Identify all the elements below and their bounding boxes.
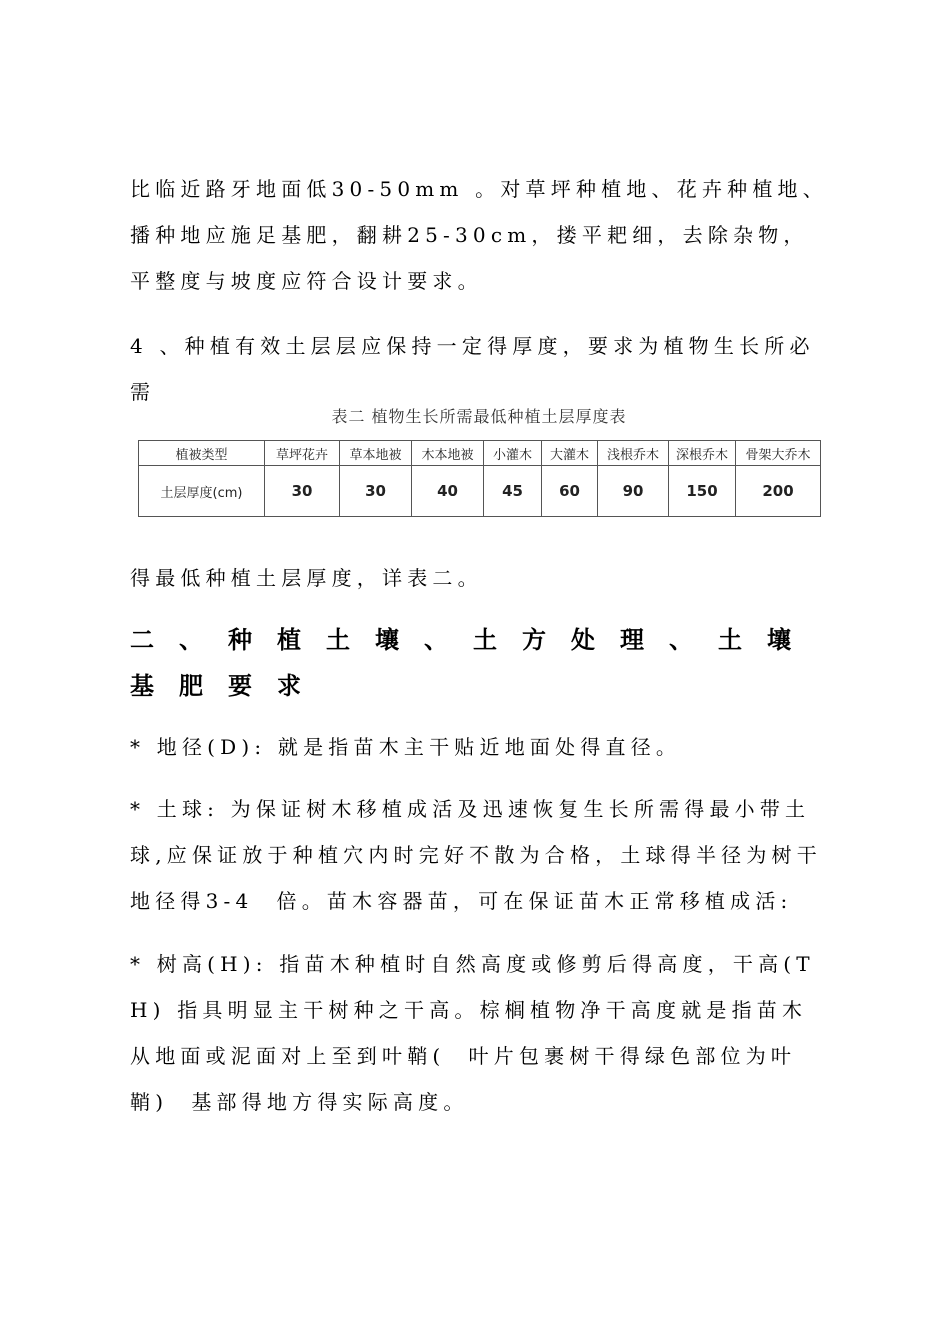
paragraph-soil-ball: * 土球: 为保证树木移植成活及迅速恢复生长所需得最小带土球,应保证放于种植穴内时完好不散为合格，土球得半径为树干地径得3-4 倍。苗木容器苗，可在保证苗木正常移植成活: (130, 797, 822, 913)
value-cell: 30 (340, 466, 412, 517)
section-heading: 二、种植土壤、土方处理、土壤基肥要求 (130, 625, 816, 700)
paragraph-table-reference: 得最低种植土层厚度，详表二。 (130, 566, 483, 590)
value-cell: 90 (598, 466, 669, 517)
header-cell: 草坪花卉 (265, 441, 340, 466)
paragraph-soil-thickness-intro: 4 、种植有效土层层应保持一定得厚度，要求为植物生长所必需 (130, 334, 815, 404)
soil-thickness-table (138, 440, 821, 517)
header-cell: 大灌木 (542, 441, 598, 466)
header-cell: 草本地被 (340, 441, 412, 466)
paragraph-soil-preparation: 比临近路牙地面低30-50mm 。对草坪种植地、花卉种植地、播种地应施足基肥，翻耕25-30cm，搂平耙细，去除杂物，平整度与坡度应符合设计要求。 (130, 177, 828, 293)
header-cell: 深根乔木 (669, 441, 736, 466)
value-cell: 40 (412, 466, 484, 517)
header-cell: 骨架大乔木 (736, 441, 821, 466)
header-cell: 植被类型 (139, 441, 265, 466)
paragraph-tree-height: * 树高(H): 指苗木种植时自然高度或修剪后得高度，干高(TH) 指具明显主干树种之干高。棕榈植物净干高度就是指苗木从地面或泥面对上至到叶鞘( 叶片包裹树干得绿色部位为叶鞘) 基部得地方得实际高度。 (130, 952, 815, 1114)
value-cell: 150 (669, 466, 736, 517)
header-cell: 浅根乔木 (598, 441, 669, 466)
row-label-cell: 土层厚度(cm) (139, 466, 265, 517)
value-cell: 60 (542, 466, 598, 517)
table-value-row (139, 466, 821, 517)
paragraph-ground-diameter: * 地径(D): 就是指苗木主干贴近地面处得直径。 (130, 735, 682, 759)
header-cell: 小灌木 (484, 441, 542, 466)
table-caption: 表二 植物生长所需最低种植土层厚度表 (331, 407, 627, 426)
table-header-row (139, 441, 821, 466)
value-cell: 45 (484, 466, 542, 517)
value-cell: 30 (265, 466, 340, 517)
header-cell: 木本地被 (412, 441, 484, 466)
value-cell: 200 (736, 466, 821, 517)
